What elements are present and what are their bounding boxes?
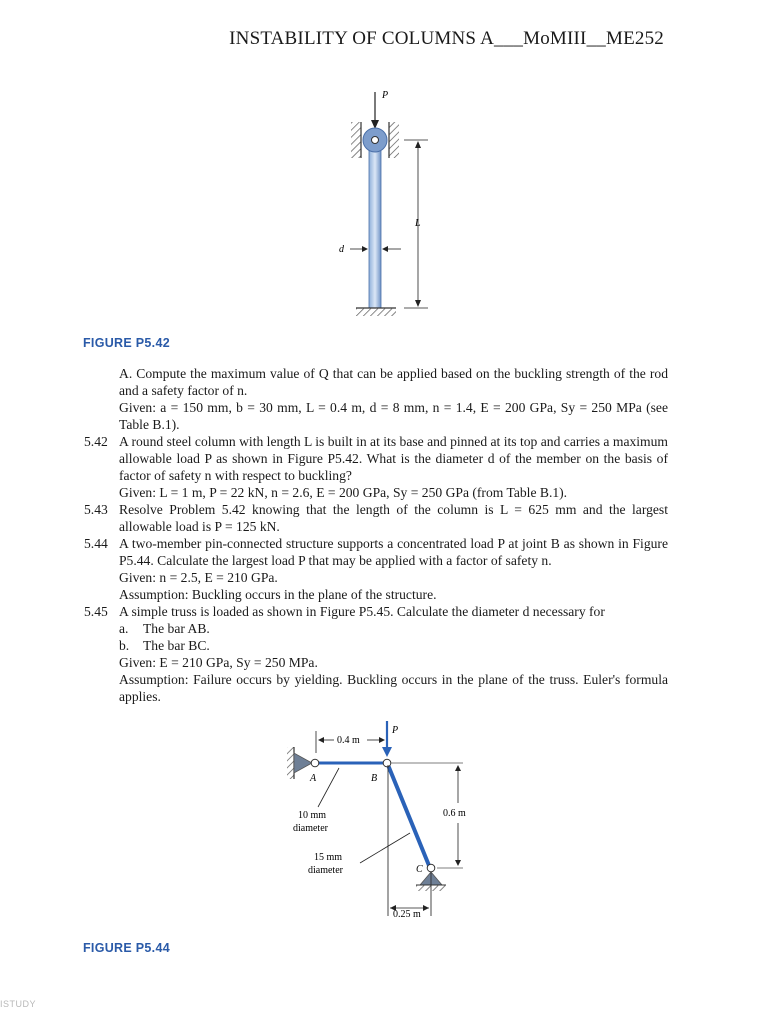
- problem-number: 5.42: [84, 434, 108, 449]
- list-item: [84, 637, 668, 654]
- joint-label-c: C: [416, 864, 423, 875]
- problem-5-45-given: Given: E = 210 GPa, Sy = 250 MPa.: [119, 655, 318, 670]
- problem-5-42: [84, 433, 668, 484]
- problem-number: 5.45: [84, 604, 108, 619]
- problem-text: A simple truss is loaded as shown in Figure P5.45. Calculate the diameter d necessary for: [119, 604, 605, 619]
- list-item-label: b.: [119, 638, 130, 653]
- dimension-height: 0.6 m: [443, 808, 466, 819]
- problem-5-45-assumption: Assumption: Failure occurs by yielding. Buckling occurs in the plane of the truss. Euler's formula applies.: [119, 672, 668, 704]
- problem-5-43: [84, 501, 668, 535]
- problem-text: A round steel column with length L is built in at its base and pinned at its top and carries a maximum allowable load P as shown in Figure P5.42. What is the diameter d of the member on the basis of factor of safety n with respect to buckling?: [119, 434, 668, 483]
- diameter-label-d: d: [339, 244, 344, 255]
- page-title: INSTABILITY OF COLUMNS A___MoMIII__ME252: [229, 28, 664, 49]
- problem-5-42-given: Given: L = 1 m, P = 22 kN, n = 2.6, E = 200 GPa, Sy = 250 GPa (from Table B.1).: [119, 485, 568, 500]
- problem-number: 5.44: [84, 536, 108, 551]
- problem-5-45: [84, 603, 668, 620]
- figure-caption-p5-44: FIGURE P5.44: [83, 941, 170, 955]
- problem-5-44-given: Given: n = 2.5, E = 210 GPa.: [119, 570, 278, 585]
- problem-text: Resolve Problem 5.42 knowing that the length of the column is L = 625 mm and the largest allowable load is P = 125 kN.: [119, 502, 668, 534]
- length-label-l: L: [415, 218, 421, 229]
- bc-diameter-line-2: diameter: [308, 865, 343, 876]
- figure-p5-42-diagram: [0, 0, 768, 330]
- list-item-text: The bar AB.: [143, 621, 210, 636]
- load-label-p: P: [382, 90, 389, 101]
- dimension-c: 0.25 m: [393, 909, 421, 920]
- load-label-p: P: [392, 725, 399, 736]
- figure-caption-p5-42: FIGURE P5.42: [83, 336, 170, 350]
- joint-label-b: B: [371, 773, 378, 784]
- ab-diameter-line-2: diameter: [293, 823, 328, 834]
- problem-5-44-assumption: Assumption: Buckling occurs in the plane of the structure.: [119, 587, 437, 602]
- dimension-ab: 0.4 m: [337, 735, 360, 746]
- problem-list: [84, 365, 668, 705]
- problem-number: 5.43: [84, 502, 108, 517]
- list-item: [84, 620, 668, 637]
- list-item-label: a.: [119, 621, 129, 636]
- intro-text: A. Compute the maximum value of Q that can be applied based on the buckling strength of the rod and a safety factor of n.: [119, 366, 668, 398]
- intro-given: Given: a = 150 mm, b = 30 mm, L = 0.4 m, d = 8 mm, n = 1.4, E = 200 GPa, Sy = 250 MPa (see Table B.1).: [119, 400, 668, 432]
- bc-diameter-line-1: 15 mm: [314, 852, 343, 863]
- list-item-text: The bar BC.: [143, 638, 210, 653]
- figure-p5-44-diagram: [0, 715, 768, 945]
- ab-diameter-line-1: 10 mm: [298, 810, 327, 821]
- problem-5-44: [84, 535, 668, 569]
- joint-label-a: A: [310, 773, 317, 784]
- watermark: ISTUDY: [0, 999, 37, 1009]
- problem-text: A two-member pin-connected structure supports a concentrated load P at joint B as shown in Figure P5.44. Calculate the largest load P that may be applied with a factor of safety n.: [119, 536, 668, 568]
